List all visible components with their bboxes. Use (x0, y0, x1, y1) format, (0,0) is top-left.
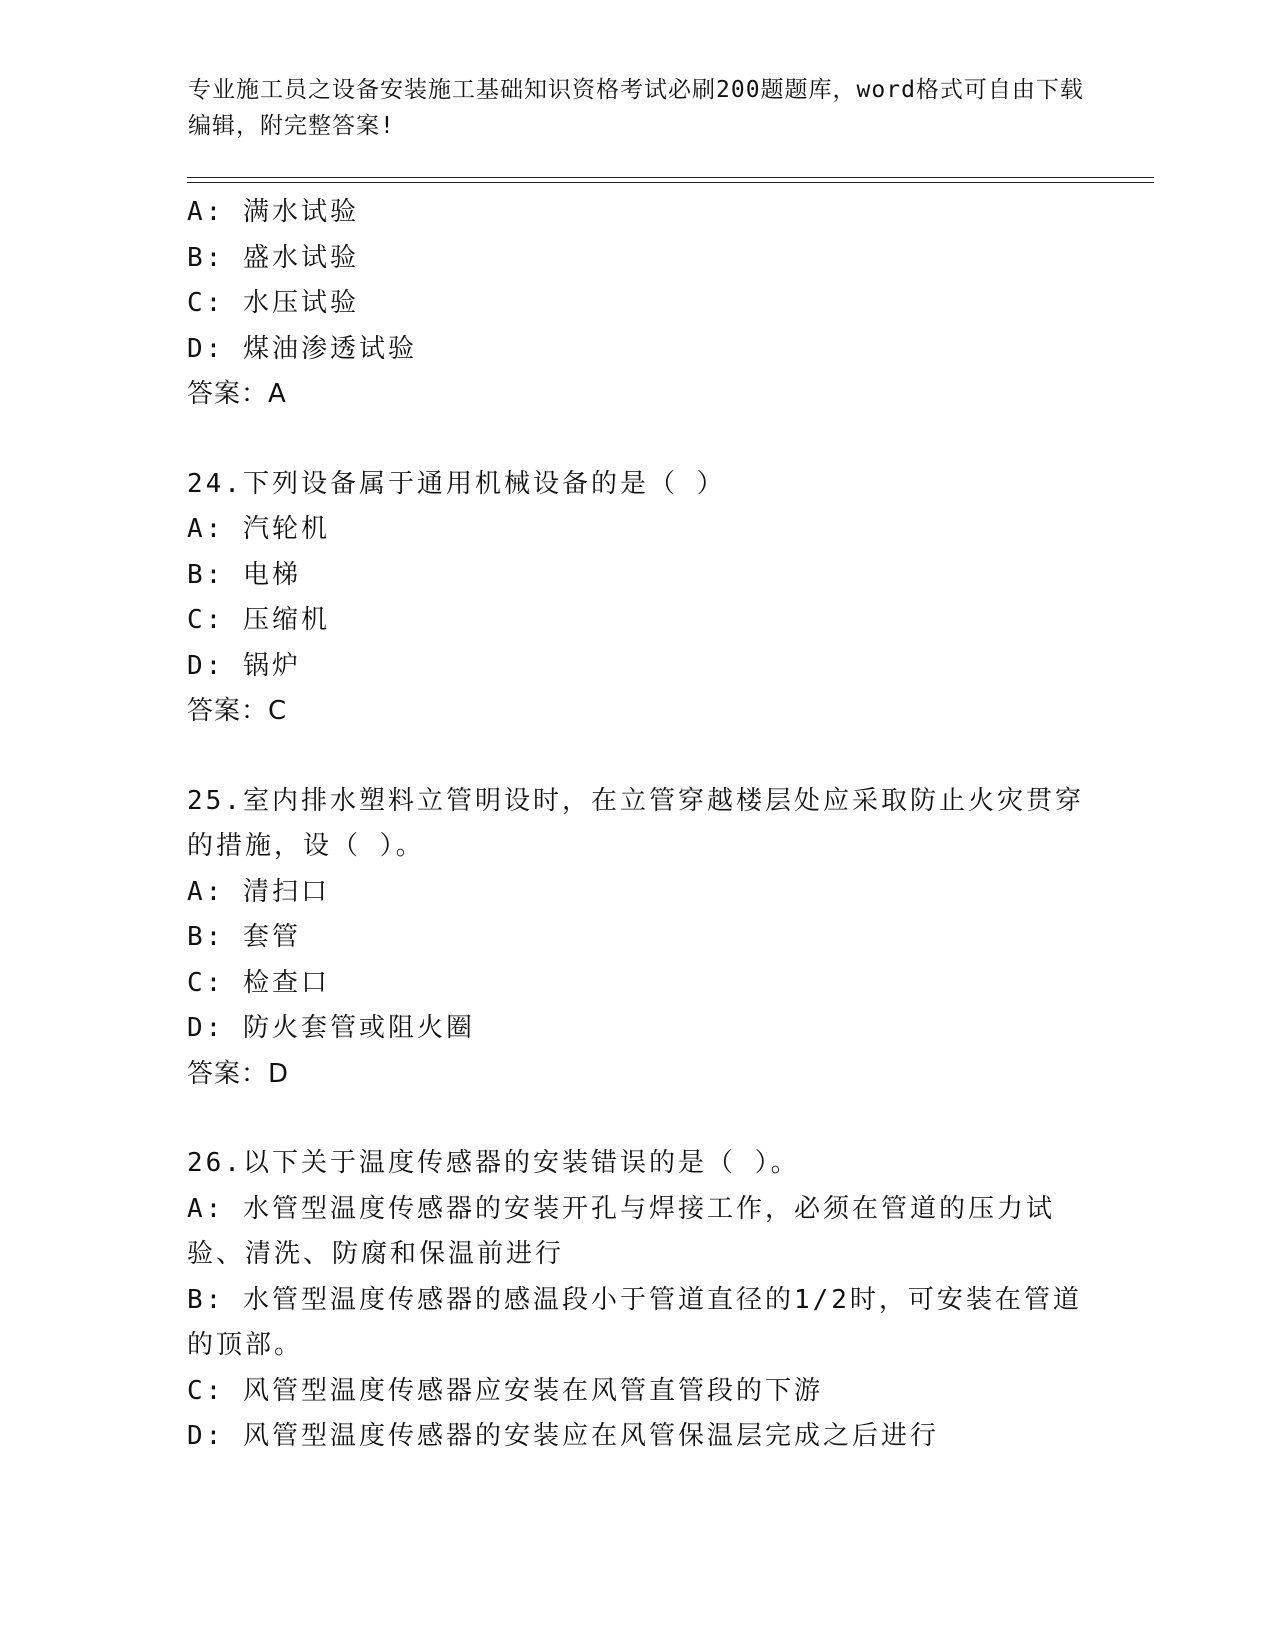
option-a: A: 汽轮机 (187, 514, 330, 544)
question-23 (187, 190, 1087, 418)
option-a: A: 满水试验 (187, 197, 359, 227)
option-d: D: 防火套管或阻火圈 (187, 1013, 475, 1043)
spacer (187, 418, 1087, 462)
question-stem: 24.下列设备属于通用机械设备的是（ ） (187, 468, 726, 499)
option-b: B: 电梯 (187, 559, 301, 590)
page-header (188, 72, 1088, 144)
answer: 答案：A (187, 379, 287, 409)
option-c: C: 压缩机 (187, 605, 330, 635)
spacer (187, 1097, 1087, 1141)
option-d: D: 煤油渗透试验 (187, 333, 417, 364)
option-a: A: 水管型温度传感器的安装开孔与焊接工作，必须在管道的压力试验、清洗、防腐和保温前进行 (187, 1193, 1055, 1269)
header-divider-bottom (187, 182, 1154, 183)
document-title: 专业施工员之设备安装施工基础知识资格考试必刷200题题库，word格式可自由下载编辑，附完整答案! (188, 77, 1084, 139)
spacer (187, 735, 1087, 779)
answer: 答案：C (187, 696, 288, 726)
question-stem: 26.以下关于温度传感器的安装错误的是（ ）。 (187, 1148, 800, 1178)
option-d: D: 风管型温度传感器的安装应在风管保温层完成之后进行 (187, 1421, 939, 1451)
option-c: C: 风管型温度传感器应安装在风管直管段的下游 (187, 1375, 823, 1406)
option-a: A: 清扫口 (187, 876, 330, 907)
option-c: C: 水压试验 (187, 288, 359, 318)
header-divider-top (187, 177, 1154, 178)
question-24 (187, 462, 1087, 735)
option-c: C: 检查口 (187, 967, 330, 998)
option-b: B: 水管型温度传感器的感温段小于管道直径的1/2时，可安装在管道的顶部。 (187, 1284, 1082, 1360)
question-26 (187, 1141, 1087, 1460)
question-list (187, 190, 1087, 1460)
option-b: B: 盛水试验 (187, 242, 359, 273)
option-d: D: 锅炉 (187, 650, 301, 681)
answer: 答案：D (187, 1058, 290, 1089)
option-b: B: 套管 (187, 922, 301, 952)
question-25 (187, 779, 1087, 1098)
question-stem: 25.室内排水塑料立管明设时，在立管穿越楼层处应采取防止火灾贯穿的措施，设（ ）。 (187, 785, 1084, 861)
